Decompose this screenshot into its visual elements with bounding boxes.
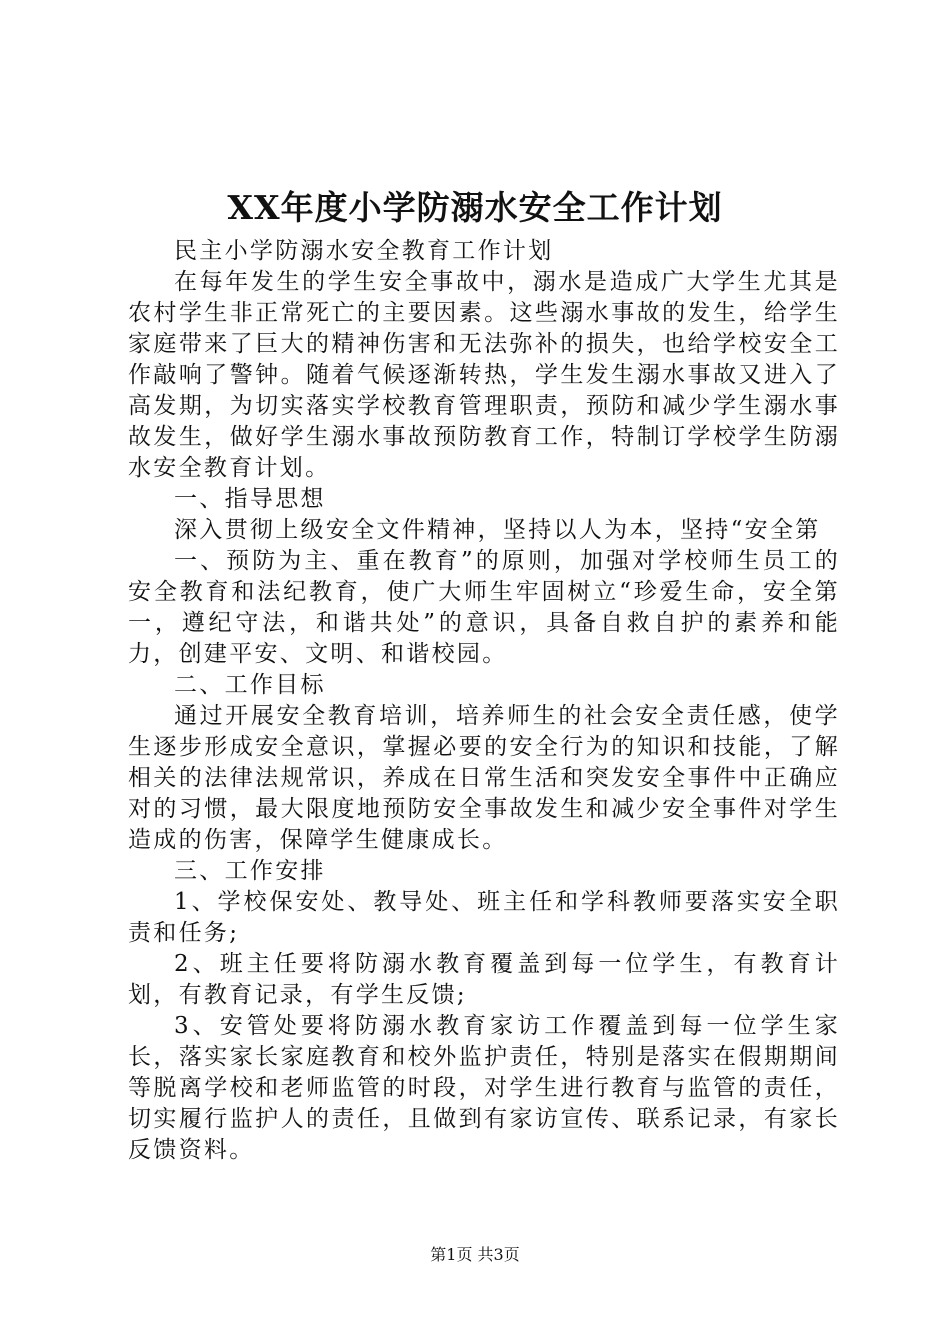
document-title: XX年度小学防溺水安全工作计划 [227, 188, 723, 227]
paragraph-arrangement-2: 2、班主任要将防溺水教育覆盖到每一位学生，有教育计划，有教育记录，有学生反馈; [128, 951, 840, 1008]
page-footer: 第1页 共3页 [430, 1245, 520, 1264]
paragraph-arrangement-1: 1、学校保安处、教导处、班主任和学科教师要落实安全职责和任务; [128, 889, 840, 946]
paragraph-arrangement-3: 3、安管处要将防溺水教育家访工作覆盖到每一位学生家长，落实家长家庭教育和校外监护责任，特别是落实在假期期间等脱离学校和老师监管的时段，对学生进行教育与监管的责任，切实履行监护人的责任，且做到有家访宣传、联系记录，有家长反馈资料。 [128, 1013, 840, 1163]
document-body [128, 236, 840, 1166]
paragraph-intro: 在每年发生的学生安全事故中，溺水是造成广大学生尤其是农村学生非正常死亡的主要因素。这些溺水事故的发生，给学生家庭带来了巨大的精神伤害和无法弥补的损失，也给学校安全工作敲响了警钟。随着气候逐渐转热，学生发生溺水事故又进入了高发期，为切实落实学校教育管理职责，预防和减少学生溺水事故发生，做好学生溺水事故预防教育工作，特制订学校学生防溺水安全教育计划。 [128, 269, 840, 481]
paragraph-work-goals: 通过开展安全教育培训，培养师生的社会安全责任感，使学生逐步形成安全意识，掌握必要的安全行为的知识和技能，了解相关的法律法规常识，养成在日常生活和突发安全事件中正确应对的习惯，最大限度地预防安全事故发生和减少安全事件对学生造成的伤害，保障学生健康成长。 [128, 703, 840, 853]
paragraph-guiding-thought-2: 一、预防为主、重在教育”的原则，加强对学校师生员工的安全教育和法纪教育，使广大师生牢固树立“珍爱生命，安全第一，遵纪守法，和谐共处”的意识，具备自救自护的素养和能力，创建平安、文明、和谐校园。 [128, 548, 840, 667]
heading-work-goals: 二、工作目标 [174, 672, 326, 698]
paragraph-subtitle: 民主小学防溺水安全教育工作计划 [174, 238, 554, 264]
heading-work-arrangement: 三、工作安排 [174, 858, 326, 884]
heading-guiding-thought: 一、指导思想 [174, 486, 326, 512]
paragraph-guiding-thought-1: 深入贯彻上级安全文件精神，坚持以人为本，坚持“安全第 [174, 517, 821, 543]
